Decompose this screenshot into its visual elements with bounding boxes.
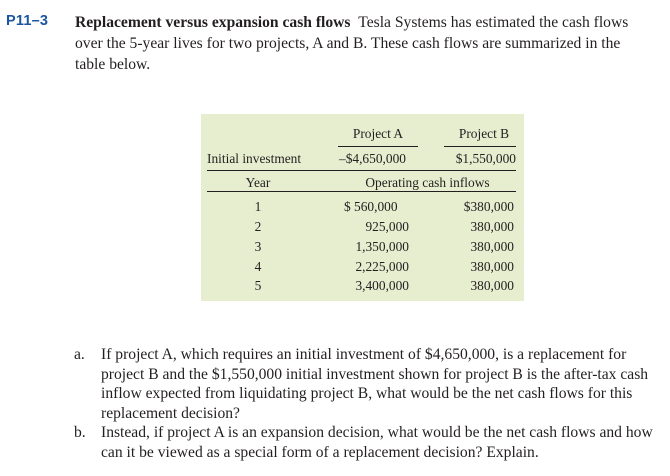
- project-b-value: 380,000: [470, 259, 514, 274]
- question-label: b.: [74, 424, 86, 441]
- operating-inflows-header: Operating cash inflows: [365, 175, 490, 190]
- question-a: [74, 345, 654, 423]
- question-text: Instead, if project A is an expansion decision, what would be the net cash flows and how can it be viewed as a special form of a replacement decision? Explain.: [101, 424, 653, 461]
- project-a-value: 2,225,000: [355, 259, 409, 274]
- question-list: [74, 345, 654, 462]
- project-b-header: Project B: [458, 126, 510, 141]
- project-a-header: Project A: [352, 126, 404, 141]
- initial-investment-b: $1,550,000: [455, 151, 516, 166]
- year-header: Year: [245, 175, 271, 190]
- subheader-rule: [207, 191, 516, 192]
- year-cell: 1: [254, 199, 262, 214]
- year-cell: 5: [254, 278, 262, 293]
- project-b-value: 380,000: [470, 219, 514, 234]
- project-a-value: 925,000: [365, 219, 409, 234]
- question-label: a.: [74, 346, 85, 363]
- header-rule-b: [444, 146, 516, 147]
- project-a-value: $ 560,000: [344, 199, 398, 214]
- year-cell: 4: [254, 259, 262, 274]
- initial-rule: [207, 170, 516, 171]
- problem-intro: Tesla Systems has estimated the cash flows over the 5-year lives for two projects, A and B. These cash flows are summarized in the table below.: [75, 14, 629, 73]
- problem-title: Replacement versus expansion cash flows: [75, 14, 351, 31]
- initial-investment-label: Initial investment: [207, 151, 302, 166]
- project-b-value: $380,000: [463, 199, 514, 214]
- project-b-value: 380,000: [470, 278, 514, 293]
- problem-number: P11–3: [6, 13, 49, 29]
- project-a-value: 3,400,000: [355, 278, 409, 293]
- problem-statement: [75, 12, 641, 75]
- project-a-value: 1,350,000: [355, 239, 409, 254]
- question-text: If project A, which requires an initial investment of $4,650,000, is a replacement for project B and the $1,550,000 initial investment shown for project B is the after-tax cash inflow expected from liquidating project B, what would be the net cash flows for this replacement decision?: [101, 346, 649, 422]
- project-b-value: 380,000: [470, 239, 514, 254]
- header-rule-a: [338, 146, 418, 147]
- year-cell: 2: [254, 219, 262, 234]
- question-b: [74, 423, 654, 462]
- year-cell: 3: [254, 239, 262, 254]
- cash-flow-table: [201, 114, 524, 301]
- initial-investment-a: –$4,650,000: [339, 151, 406, 166]
